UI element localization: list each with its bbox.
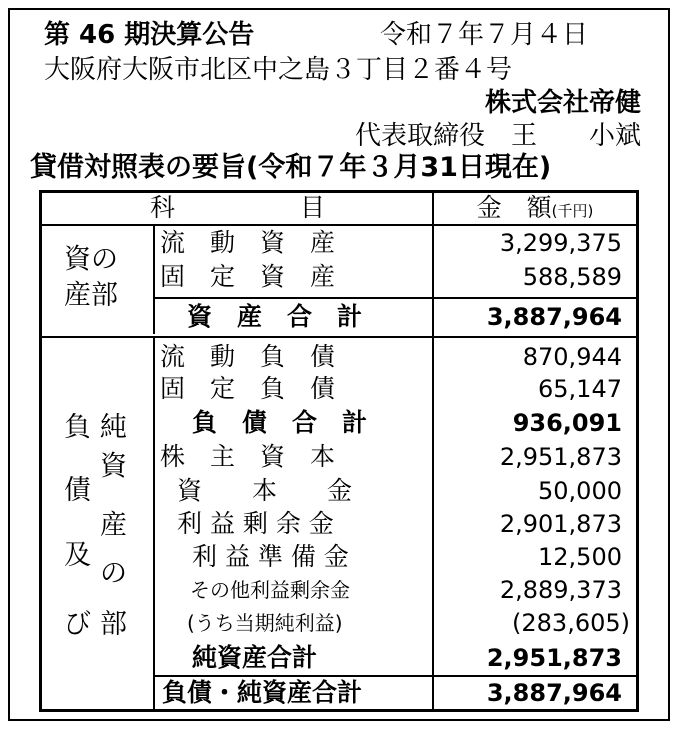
fixed-assets-label: 固 定 資 産	[160, 262, 336, 291]
balance-sheet-table	[39, 190, 639, 712]
assets-total-divider	[153, 297, 636, 299]
equity-total-value: 2,951,873	[486, 644, 622, 672]
shareholders-equity-label: 株 主 資 本	[160, 442, 336, 471]
grand-total-value: 3,887,964	[486, 679, 622, 707]
equity-side-3: 産	[100, 510, 127, 541]
equity-side-2: 資	[100, 451, 127, 482]
current-assets-value: 3,299,375	[499, 229, 622, 257]
current-liabilities-value: 870,944	[522, 343, 622, 371]
fixed-liabilities-value: 65,147	[538, 375, 622, 403]
current-liabilities-label: 流 動 負 債	[160, 342, 336, 371]
liab-side-divider	[153, 338, 155, 709]
assets-total-label: 資 産 合 計	[187, 302, 363, 331]
assets-side-label-1: 資の	[64, 244, 118, 275]
column-header-subject: 科 目	[149, 193, 325, 222]
equity-side-1: 純	[100, 412, 127, 443]
notice-date: 令和７年７月４日	[380, 20, 589, 50]
liabilities-total-label: 負 債 合 計	[192, 408, 368, 437]
assets-total-value: 3,887,964	[486, 303, 622, 331]
section-divider	[42, 336, 636, 338]
company-address: 大阪府大阪市北区中之島３丁目２番４号	[44, 55, 513, 85]
statement-title: 貸借対照表の要旨(令和７年３月31日現在)	[30, 152, 552, 183]
liabilities-total-value: 936,091	[512, 409, 622, 437]
liab-side-2: 債	[64, 475, 91, 506]
assets-side-label-2: 産部	[64, 280, 118, 311]
equity-total-label: 純資産合計	[192, 643, 318, 672]
other-retained-earnings-label: その他利益剰余金	[190, 578, 350, 602]
equity-side-5: 部	[100, 609, 127, 640]
liab-side-4: び	[64, 609, 91, 640]
retained-earnings-value: 2,901,873	[499, 510, 622, 538]
current-assets-label: 流 動 資 産	[160, 228, 336, 257]
representative: 代表取締役 王 小斌	[354, 121, 641, 151]
shareholders-equity-value: 2,951,873	[499, 443, 622, 471]
net-income-label: (うち当期純利益)	[187, 611, 343, 635]
amount-column-divider	[432, 193, 434, 709]
fixed-liabilities-label: 固 定 負 債	[160, 374, 336, 403]
legal-reserve-value: 12,500	[538, 543, 622, 571]
amount-label: 金 額	[476, 193, 552, 222]
company-name: 株式会社帝健	[484, 88, 641, 118]
grand-total-label: 負債・純資産合計	[162, 678, 363, 707]
equity-side-4: の	[100, 558, 127, 589]
assets-side-divider	[153, 226, 155, 334]
legal-reserve-label: 利 益 準 備 金	[192, 542, 349, 571]
other-retained-earnings-value: 2,889,373	[499, 576, 622, 604]
net-income-value: (283,605)	[512, 609, 630, 637]
liab-side-3: 及	[64, 540, 91, 571]
liab-side-1: 負	[64, 412, 91, 443]
unit-label: (千円)	[551, 202, 594, 220]
capital-stock-label: 資 本 金	[177, 476, 353, 505]
retained-earnings-label: 利 益 剰 余 金	[177, 509, 334, 538]
header-divider	[42, 224, 636, 226]
notice-title: 第 46 期決算公告	[44, 20, 255, 50]
fixed-assets-value: 588,589	[522, 263, 622, 291]
column-header-amount	[435, 193, 635, 226]
capital-stock-value: 50,000	[538, 477, 622, 505]
